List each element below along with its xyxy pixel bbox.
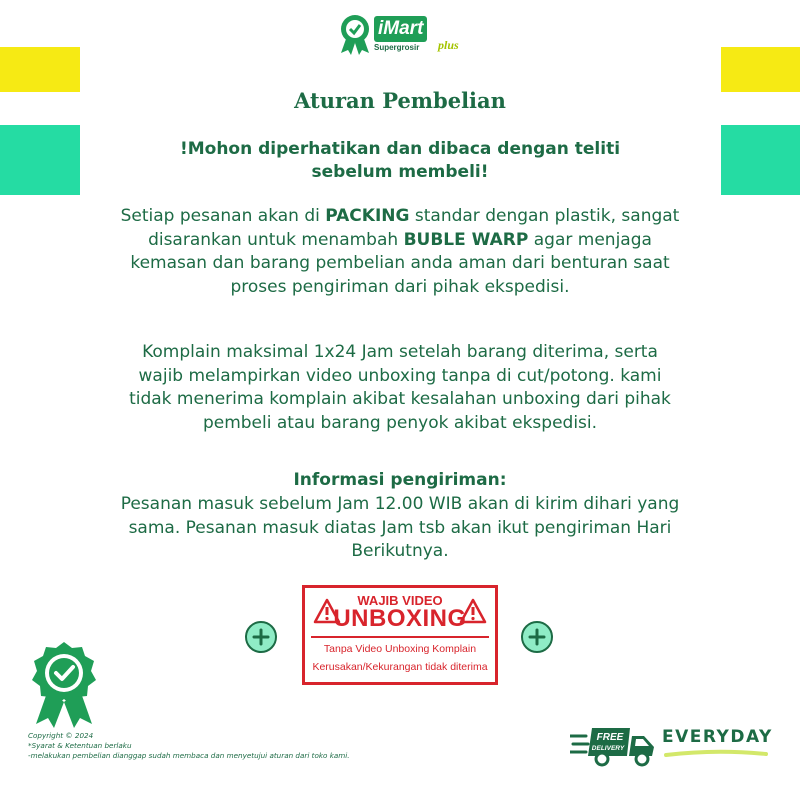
- packing-bold-1: PACKING: [325, 206, 410, 226]
- brand-sub: Supergrosir: [374, 43, 420, 52]
- packing-text-3: agar menjaga kemasan dan barang pembelian anda aman dari benturan saat proses pengiriman dari pihak ekspedisi.: [130, 229, 670, 297]
- plus-circle-icon: [519, 619, 555, 655]
- award-badge-icon: [338, 13, 372, 55]
- brand-wordmark: [374, 16, 460, 54]
- shipping-paragraph: Pesanan masuk sebelum Jam 12.00 WIB akan di kirim dihari yang sama. Pesanan masuk diatas Jam tsb akan ikut pengiriman Hari Berikutnya.: [120, 494, 680, 561]
- brand-plus: plus: [438, 38, 459, 52]
- yellow-band-left: [0, 47, 80, 92]
- everyday-underline: [664, 749, 768, 759]
- teal-band-right: [721, 125, 800, 195]
- terms-text: *Syarat & Ketentuan berlaku: [28, 741, 132, 750]
- unboxing-stamp: [302, 585, 498, 685]
- page-title: Aturan Pembelian: [294, 88, 506, 113]
- plus-circle-icon: [243, 619, 279, 655]
- brand-mark: iMart: [374, 16, 427, 42]
- truck-label-delivery: DELIVERY: [591, 745, 625, 752]
- stamp-divider: [311, 636, 489, 638]
- shipping-heading: Informasi pengiriman:: [293, 470, 507, 490]
- truck-label-free: FREE: [596, 732, 624, 743]
- agreement-text: -melakukan pembelian dianggap sudah membaca dan menyetujui aturan dari toko kami.: [28, 751, 350, 760]
- everyday-label: EVERYDAY: [662, 727, 773, 747]
- stamp-line-3: Tanpa Video Unboxing Komplain: [323, 643, 477, 655]
- yellow-band-right: [721, 47, 800, 92]
- footer-notes: [28, 731, 350, 761]
- award-badge-icon: [28, 640, 100, 728]
- packing-text-1: Setiap pesanan akan di: [120, 206, 326, 226]
- packing-paragraph: [120, 205, 680, 299]
- teal-band-left: [0, 125, 80, 195]
- complaint-paragraph: Komplain maksimal 1x24 Jam setelah barang diterima, serta wajib melampirkan video unboxing tanpa di cut/potong. kami tidak menerima komplain akibat kesalahan unboxing dari pihak pembeli atau barang penyok akibat ekspedisi.: [129, 342, 671, 433]
- packing-text-2: standar dengan plastik, sangat disarankan untuk menambah: [148, 206, 680, 250]
- stamp-line-1: WAJIB VIDEO: [357, 593, 443, 608]
- stamp-line-2: UNBOXING: [333, 605, 467, 632]
- copyright-text: Copyright © 2024: [28, 731, 94, 740]
- notice-text: !Mohon diperhatikan dan dibaca dengan teliti sebelum membeli!: [179, 139, 621, 182]
- stamp-line-4: Kerusakan/Kekurangan tidak diterima: [312, 661, 488, 673]
- packing-bold-2: BUBLE WARP: [403, 229, 529, 250]
- delivery-truck-icon: [570, 722, 658, 768]
